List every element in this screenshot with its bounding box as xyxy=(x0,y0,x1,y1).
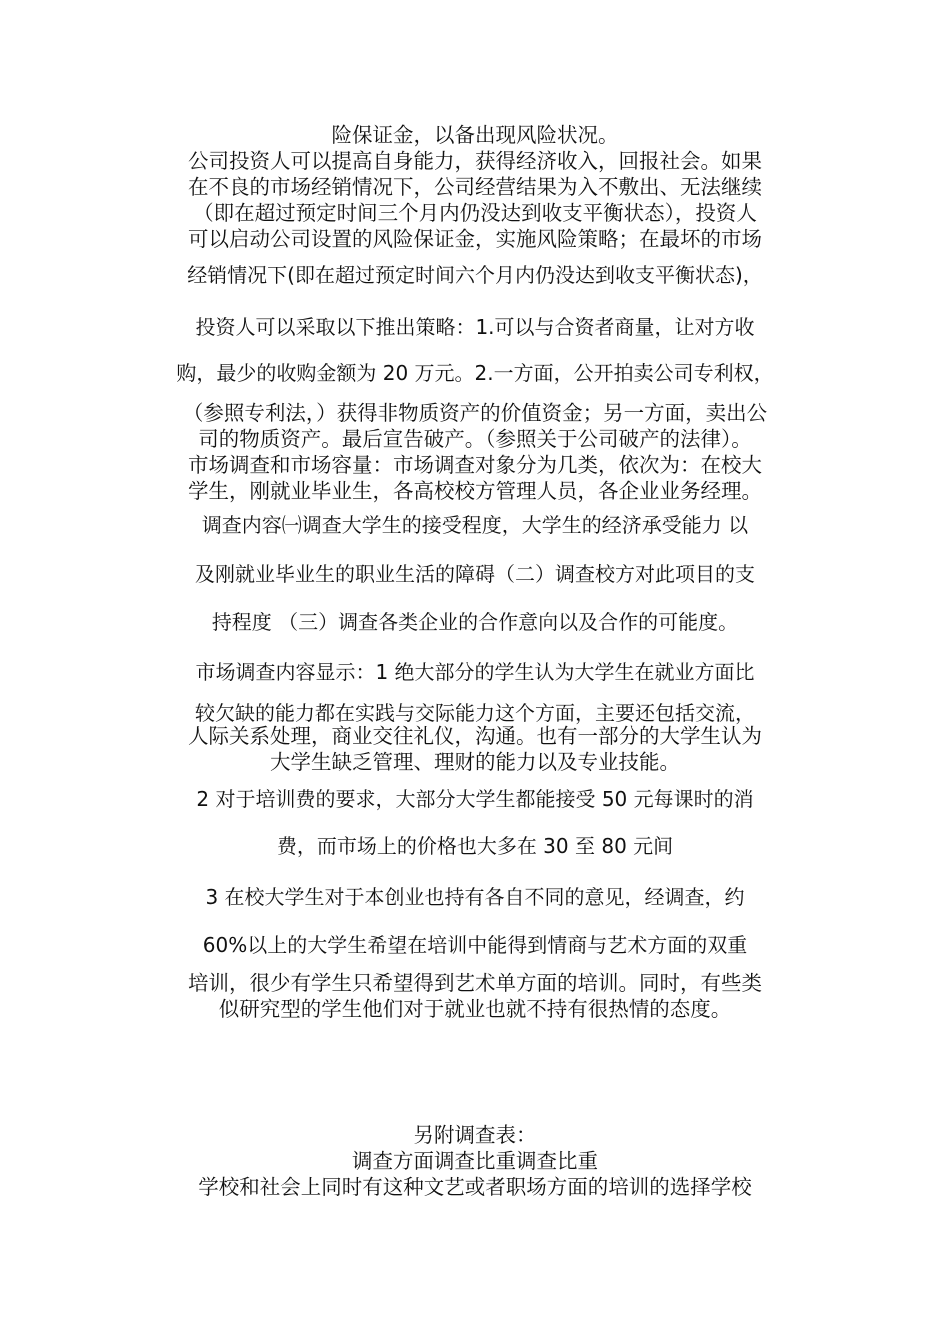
text-line: 费，而市场上的价格也大多在 30 至 80 元间 xyxy=(276,834,674,858)
text-line: 公司投资人可以提高自身能力，获得经济收入，回报社会。如果 xyxy=(188,149,762,173)
text-line: 较欠缺的能力都在实践与交际能力这个方面，主要还包括交流， xyxy=(195,701,755,725)
text-line: 在不良的市场经销情况下，公司经营结果为入不敷出、无法继续 xyxy=(188,175,762,199)
text-line: 司的物质资产。最后宣告破产。（参照关于公司破产的法律）。 xyxy=(198,427,752,451)
text-line: 3 在校大学生对于本创业也持有各自不同的意见，经调查，约 xyxy=(205,885,745,909)
text-line: 市场调查和市场容量：市场调查对象分为几类，依次为：在校大 xyxy=(188,453,762,477)
text-line: 培训，很少有学生只希望得到艺术单方面的培训。同时，有些类 xyxy=(188,971,762,995)
text-line: 似研究型的学生他们对于就业也就不持有很热情的态度。 xyxy=(218,997,732,1021)
text-line: 2 对于培训费的要求，大部分大学生都能接受 50 元每课时的消 xyxy=(196,787,754,811)
text-line: 调查内容㈠调查大学生的接受程度，大学生的经济承受能力 以 xyxy=(201,513,749,537)
text-line: 险保证金，以备出现风险状况。 xyxy=(331,123,619,147)
text-line: 学生，刚就业毕业生，各高校校方管理人员，各企业业务经理。 xyxy=(188,479,762,503)
text-line: 学校和社会上同时有这种文艺或者职场方面的培训的选择学校 xyxy=(198,1175,752,1199)
text-line: 投资人可以采取以下推出策略：1.可以与合资者商量，让对方收 xyxy=(195,315,755,339)
text-line: 可以启动公司设置的风险保证金，实施风险策略；在最坏的市场 xyxy=(188,227,762,251)
appendix-heading: 另附调查表： xyxy=(413,1123,537,1147)
text-line: （参照专利法，）获得非物质资产的价值资金；另一方面，卖出公 xyxy=(182,401,768,425)
text-line: 及刚就业毕业生的职业生活的障碍（二）调查校方对此项目的支 xyxy=(195,562,755,586)
text-line: （即在超过预定时间三个月内仍没达到收支平衡状态），投资人 xyxy=(193,201,757,225)
text-line: 大学生缺乏管理、理财的能力以及专业技能。 xyxy=(270,750,680,774)
text-line: 人际关系处理，商业交往礼仪，沟通。也有一部分的大学生认为 xyxy=(188,724,762,748)
text-line: 市场调查内容显示：1 绝大部分的学生认为大学生在就业方面比 xyxy=(195,660,755,684)
text-line: 经销情况下(即在超过预定时间六个月内仍没达到收支平衡状态)， xyxy=(187,263,763,287)
text-line: 持程度 （三）调查各类企业的合作意向以及合作的可能度。 xyxy=(211,610,739,634)
text-line: 购，最少的收购金额为 20 万元。2.一方面，公开拍卖公司专利权， xyxy=(176,361,774,385)
text-line: 60%以上的大学生希望在培训中能得到情商与艺术方面的双重 xyxy=(202,933,748,957)
table-header-line: 调查方面调查比重调查比重 xyxy=(352,1149,598,1173)
